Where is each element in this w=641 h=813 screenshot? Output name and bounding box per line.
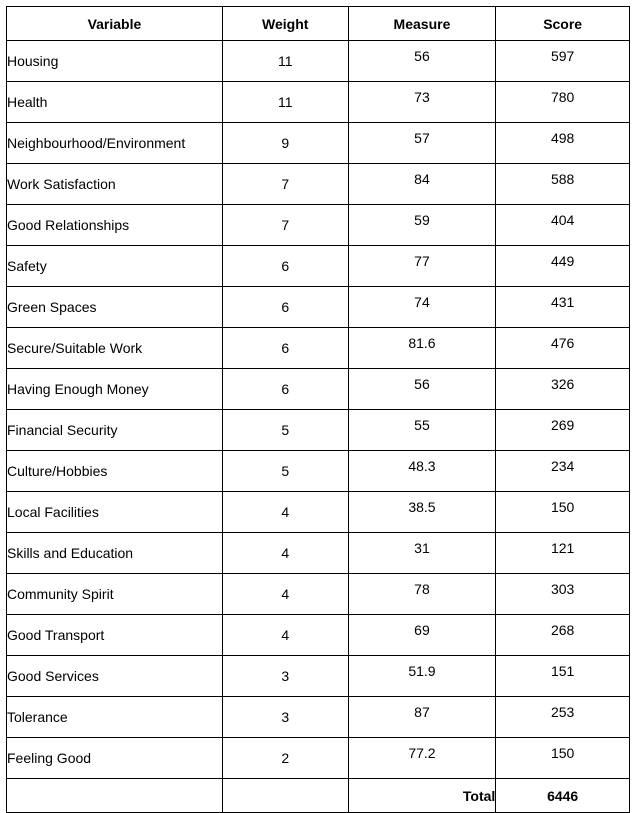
scores-table <box>6 6 630 813</box>
score-cell: 597 <box>496 41 630 82</box>
measure-cell: 38.5 <box>348 492 496 533</box>
measure-cell: 56 <box>348 41 496 82</box>
table-row <box>7 287 630 328</box>
measure-cell: 73 <box>348 82 496 123</box>
score-cell: 476 <box>496 328 630 369</box>
variable-cell: Tolerance <box>7 697 223 738</box>
score-cell: 150 <box>496 492 630 533</box>
weight-cell: 11 <box>222 82 348 123</box>
weight-cell: 3 <box>222 656 348 697</box>
header-score: Score <box>496 7 630 41</box>
weight-cell: 11 <box>222 41 348 82</box>
score-cell: 449 <box>496 246 630 287</box>
measure-cell: 87 <box>348 697 496 738</box>
table-row <box>7 656 630 697</box>
weight-cell: 7 <box>222 205 348 246</box>
score-cell: 253 <box>496 697 630 738</box>
table-row <box>7 738 630 779</box>
variable-cell: Secure/Suitable Work <box>7 328 223 369</box>
variable-cell: Community Spirit <box>7 574 223 615</box>
variable-cell: Health <box>7 82 223 123</box>
table-row <box>7 246 630 287</box>
table-row <box>7 41 630 82</box>
table-row <box>7 697 630 738</box>
variable-cell: Skills and Education <box>7 533 223 574</box>
measure-cell: 48.3 <box>348 451 496 492</box>
measure-cell: 78 <box>348 574 496 615</box>
score-cell: 234 <box>496 451 630 492</box>
weight-cell: 6 <box>222 287 348 328</box>
weight-cell: 5 <box>222 451 348 492</box>
total-empty-cell <box>222 779 348 813</box>
measure-cell: 77.2 <box>348 738 496 779</box>
weight-cell: 6 <box>222 369 348 410</box>
table-row <box>7 123 630 164</box>
variable-cell: Work Satisfaction <box>7 164 223 205</box>
variable-cell: Safety <box>7 246 223 287</box>
variable-cell: Green Spaces <box>7 287 223 328</box>
weight-cell: 6 <box>222 246 348 287</box>
header-measure: Measure <box>348 7 496 41</box>
header-weight: Weight <box>222 7 348 41</box>
variable-cell: Good Transport <box>7 615 223 656</box>
measure-cell: 74 <box>348 287 496 328</box>
header-variable: Variable <box>7 7 223 41</box>
variable-cell: Having Enough Money <box>7 369 223 410</box>
table-row <box>7 533 630 574</box>
score-cell: 268 <box>496 615 630 656</box>
variable-cell: Neighbourhood/Environment <box>7 123 223 164</box>
variable-cell: Good Relationships <box>7 205 223 246</box>
table-row <box>7 164 630 205</box>
weight-cell: 4 <box>222 533 348 574</box>
weight-cell: 7 <box>222 164 348 205</box>
measure-cell: 77 <box>348 246 496 287</box>
score-cell: 150 <box>496 738 630 779</box>
total-value: 6446 <box>496 779 630 813</box>
measure-cell: 81.6 <box>348 328 496 369</box>
weight-cell: 4 <box>222 492 348 533</box>
variable-cell: Financial Security <box>7 410 223 451</box>
measure-cell: 51.9 <box>348 656 496 697</box>
score-cell: 151 <box>496 656 630 697</box>
table-row <box>7 410 630 451</box>
total-empty-cell <box>7 779 223 813</box>
variable-cell: Good Services <box>7 656 223 697</box>
variable-cell: Culture/Hobbies <box>7 451 223 492</box>
measure-cell: 31 <box>348 533 496 574</box>
header-row <box>7 7 630 41</box>
score-cell: 498 <box>496 123 630 164</box>
measure-cell: 59 <box>348 205 496 246</box>
table-row <box>7 328 630 369</box>
table-row <box>7 205 630 246</box>
variable-cell: Feeling Good <box>7 738 223 779</box>
weight-cell: 5 <box>222 410 348 451</box>
variable-cell: Local Facilities <box>7 492 223 533</box>
measure-cell: 69 <box>348 615 496 656</box>
table-row <box>7 369 630 410</box>
weight-cell: 4 <box>222 574 348 615</box>
variable-cell: Housing <box>7 41 223 82</box>
weight-cell: 6 <box>222 328 348 369</box>
weight-cell: 3 <box>222 697 348 738</box>
score-cell: 269 <box>496 410 630 451</box>
measure-cell: 55 <box>348 410 496 451</box>
score-cell: 303 <box>496 574 630 615</box>
score-cell: 121 <box>496 533 630 574</box>
table-row <box>7 492 630 533</box>
score-cell: 326 <box>496 369 630 410</box>
measure-cell: 57 <box>348 123 496 164</box>
table-row <box>7 451 630 492</box>
measure-cell: 56 <box>348 369 496 410</box>
table-row <box>7 82 630 123</box>
weight-cell: 4 <box>222 615 348 656</box>
score-cell: 780 <box>496 82 630 123</box>
measure-cell: 84 <box>348 164 496 205</box>
score-cell: 431 <box>496 287 630 328</box>
table-row <box>7 574 630 615</box>
score-cell: 404 <box>496 205 630 246</box>
total-row <box>7 779 630 813</box>
weight-cell: 2 <box>222 738 348 779</box>
table-row <box>7 615 630 656</box>
total-label: Total <box>348 779 496 813</box>
score-cell: 588 <box>496 164 630 205</box>
weight-cell: 9 <box>222 123 348 164</box>
